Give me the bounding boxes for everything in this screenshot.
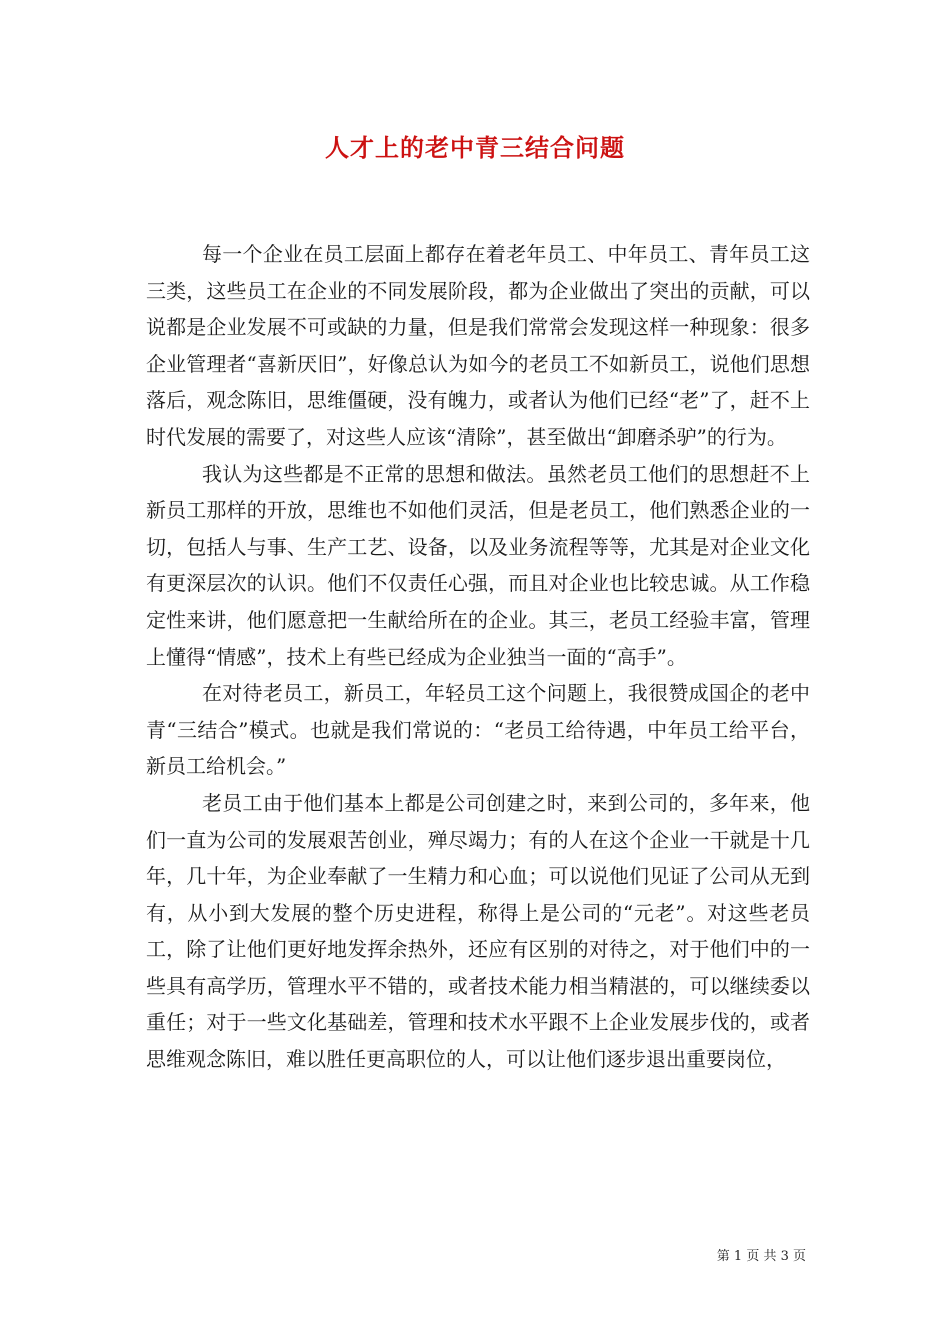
- document-body: [146, 236, 810, 1078]
- paragraph-2: 我认为这些都是不正常的思想和做法。虽然老员工他们的思想赶不上新员工那样的开放，思维也不如他们灵活，但是老员工，他们熟悉企业的一切，包括人与事、生产工艺、设备，以及业务流程等等，尤其是对企业文化有更深层次的认识。他们不仅责任心强，而且对企业也比较忠诚。从工作稳定性来讲，他们愿意把一生献给所在的企业。其三，老员工经验丰富，管理上懂得“情感”，技术上有些已经成为企业独当一面的“高手”。: [146, 461, 810, 669]
- page-number-indicator: 第 1 页 共 3 页: [716, 1249, 806, 1264]
- paragraph-1: 每一个企业在员工层面上都存在着老年员工、中年员工、青年员工这三类，这些员工在企业的不同发展阶段，都为企业做出了突出的贡献，可以说都是企业发展不可或缺的力量，但是我们常常会发现这样一种现象：很多企业管理者“喜新厌旧”，好像总认为如今的老员工不如新员工，说他们思想落后，观念陈旧，思维僵硬，没有魄力，或者认为他们已经“老”了，赶不上时代发展的需要了，对这些人应该“清除”，甚至做出“卸磨杀驴”的行为。: [146, 242, 810, 449]
- paragraph-3: 在对待老员工，新员工，年轻员工这个问题上，我很赞成国企的老中青“三结合”模式。也就是我们常说的：“老员工给待遇，中年员工给平台，新员工给机会。”: [146, 681, 810, 779]
- paragraph-4: 老员工由于他们基本上都是公司创建之时，来到公司的，多年来，他们一直为公司的发展艰苦创业，殚尽竭力；有的人在这个企业一干就是十几年，几十年，为企业奉献了一生精力和心血；可以说他们见证了公司从无到有，从小到大发展的整个历史进程，称得上是公司的“元老”。对这些老员工，除了让他们更好地发挥余热外，还应有区别的对待之，对于他们中的一些具有高学历，管理水平不错的，或者技术能力相当精湛的，可以继续委以重任；对于一些文化基础差，管理和技术水平跟不上企业发展步伐的，或者思维观念陈旧，难以胜任更高职位的人，可以让他们逐步退出重要岗位，: [146, 790, 810, 1072]
- document-title: 人才上的老中青三结合问题: [325, 133, 625, 162]
